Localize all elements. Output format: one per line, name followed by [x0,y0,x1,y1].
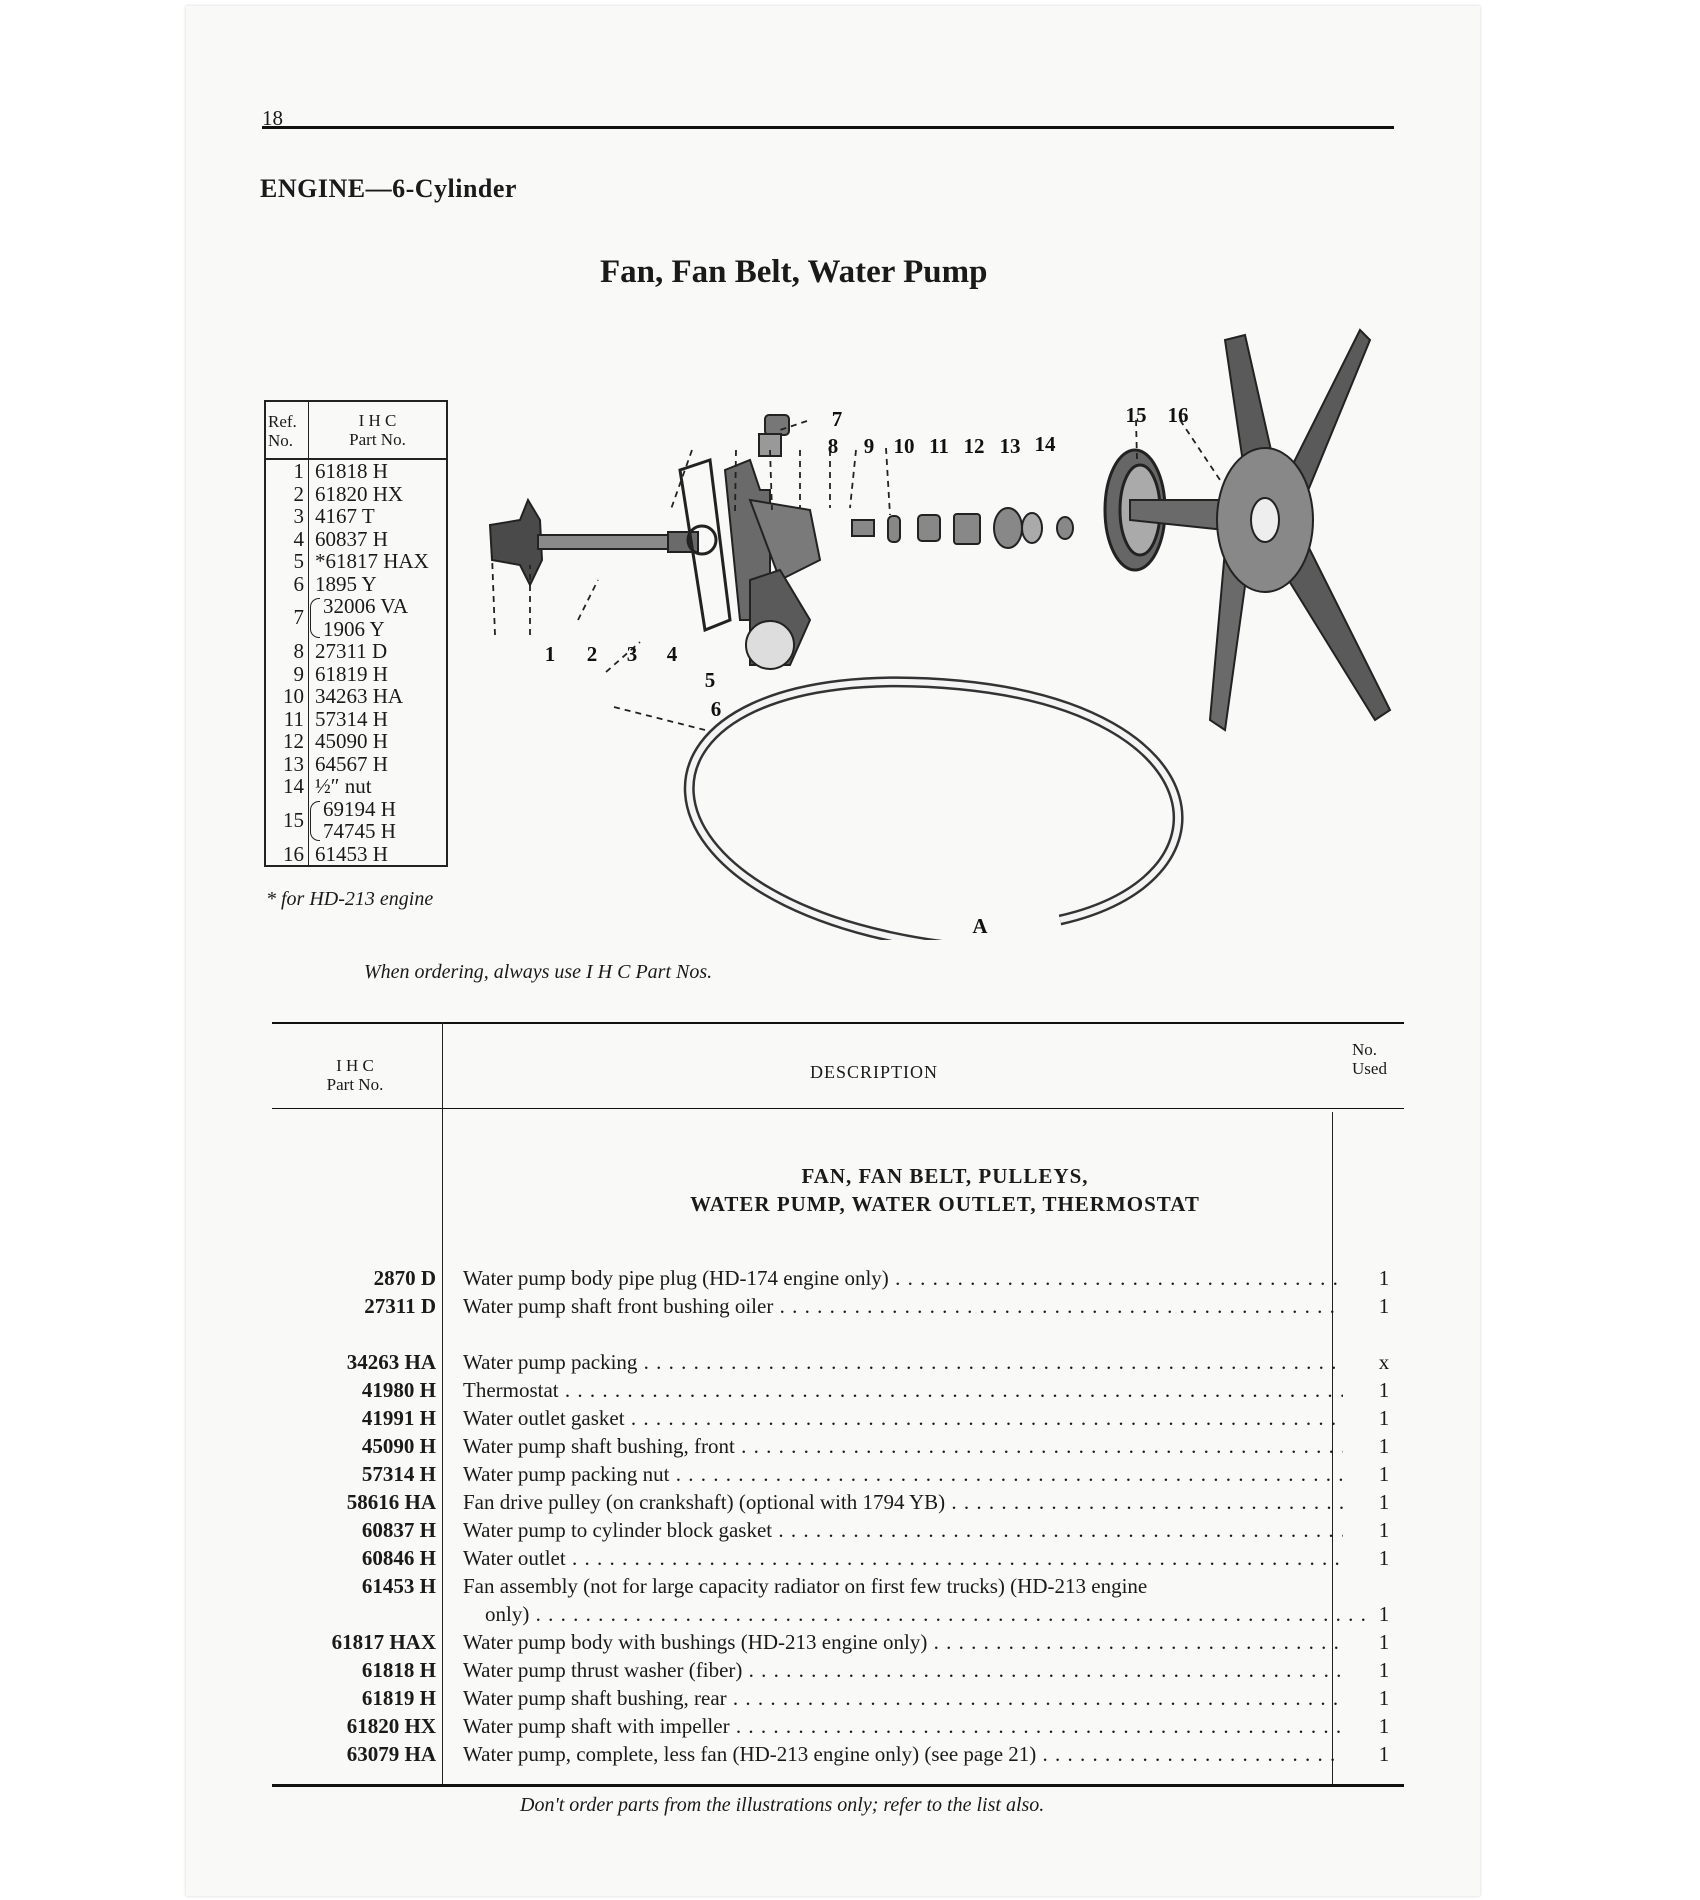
part-row [276,1686,1396,1714]
callout-8: 8 [827,434,839,458]
part-row [276,1434,1396,1462]
top-rule [262,126,1394,129]
reference-number: 1 [266,460,309,483]
part-description: Water pump shaft bushing, front . . . [463,1434,1343,1459]
bottom-note: Don't order parts from the illustrations only; refer to the list also. [520,1794,1045,1816]
part-number: 60837 H [361,1518,436,1542]
reference-table [264,400,448,867]
reference-part-number [309,460,446,483]
brace-mark [310,598,320,638]
ref-no-header [266,402,309,458]
part-description: Water pump packing nut . . . [463,1462,1343,1487]
reference-number: 6 [266,573,309,596]
part-row [276,1462,1396,1490]
reference-number: 9 [266,663,309,686]
reference-part-value: 34263 HA [315,684,404,708]
fan-belt-drawing [689,682,1178,940]
reference-part-number [309,550,446,573]
illustration-title: Fan, Fan Belt, Water Pump [600,254,988,290]
part-number: 2870 D [373,1266,436,1290]
quantity-used: 1 [1378,1378,1390,1402]
reference-number: 14 [266,775,309,798]
reference-part-value: 74745 H [323,819,396,843]
quantity-used: 1 [1378,1742,1390,1766]
reference-row [266,663,446,686]
used-col-line1: No. [1352,1040,1378,1059]
part-description: Water pump to cylinder block gasket . . . [463,1518,1343,1543]
reference-part-value: 57314 H [315,706,388,731]
subheading-line2: WATER PUMP, WATER OUTLET, THERMOSTAT [690,1192,1200,1216]
reference-part-number [309,798,446,843]
part-no-header [309,402,446,458]
reference-part-number [309,775,446,798]
part-row [276,1714,1396,1742]
callout-2: 2 [586,642,598,666]
reference-row [266,730,446,753]
quantity-used: 1 [1378,1546,1390,1570]
quantity-used: 1 [1378,1658,1390,1682]
callout-7: 7 [831,407,843,431]
ordering-note: When ordering, always use I H C Part Nos. [364,961,713,983]
part-description: Water pump shaft with impeller . . . [463,1714,1343,1739]
reference-part-number [309,753,446,776]
part-number: 41980 H [361,1378,436,1402]
oiler-drawing [759,415,789,456]
no-used-column-header [1352,1040,1387,1078]
callout-10: 10 [893,434,915,458]
reference-part-value: 1906 Y [323,616,385,641]
reference-number: 3 [266,505,309,528]
quantity-used: 1 [1378,1406,1390,1430]
gasket-drawing [680,460,730,630]
reference-part-number [309,595,446,640]
part-number: 45090 H [361,1434,436,1458]
reference-part-number [309,708,446,731]
part-description: Water pump thrust washer (fiber) . . . [463,1658,1343,1683]
quantity-used: x [1378,1350,1390,1374]
part-number: 60846 H [361,1546,436,1570]
reference-row [266,550,446,573]
callout-a: A [972,914,988,938]
part-row [276,1294,1396,1322]
part-number: 57314 H [361,1462,436,1486]
part-description: Fan assembly (not for large capacity radiator on first few trucks) (HD-213 engine [463,1574,1148,1598]
reference-row [266,798,446,843]
part-row [276,1742,1396,1770]
part-description-continued: only) . . . [463,1602,1365,1627]
reference-row [266,483,446,506]
ref-header-line2: No. [268,431,294,450]
reference-row [266,708,446,731]
part-number: 41991 H [361,1406,436,1430]
part-description: Thermostat . . . [463,1378,1343,1403]
page-number: 18 [262,106,283,130]
reference-part-number [309,685,446,708]
small-parts-drawing [852,508,1073,548]
part-row [276,1350,1396,1378]
reference-part-value: 64567 H [315,751,388,776]
reference-number: 15 [266,798,309,843]
part-row [276,1630,1396,1658]
part-col-line2: Part No. [326,1075,384,1094]
part-row [276,1518,1396,1546]
reference-part-value: 61820 HX [315,481,404,506]
callout-1: 1 [544,642,556,666]
reference-part-value: *61817 HAX [315,549,429,573]
reference-part-number [309,640,446,663]
exploded-parts-diagram [480,320,1410,940]
quantity-used: 1 [1378,1686,1390,1710]
reference-row [266,595,446,640]
part-row [276,1378,1396,1406]
reference-part-number [309,663,446,686]
part-number: 34263 HA [346,1350,436,1374]
reference-table-body [266,460,446,865]
part-row [276,1266,1396,1294]
pump-body-drawing [725,460,820,669]
callout-5: 5 [704,668,716,692]
part-number: 61453 H [361,1574,436,1598]
description-column-header: DESCRIPTION [810,1062,939,1082]
reference-part-value: 1895 Y [315,571,377,596]
used-col-line2: Used [1352,1059,1387,1078]
reference-row [266,640,446,663]
reference-part-number [309,528,446,551]
part-row-continuation [276,1602,1396,1630]
reference-part-value: 4167 T [315,504,375,528]
reference-part-value: 61818 H [315,459,388,483]
reference-number: 11 [266,708,309,731]
part-header-line1: I H C [358,411,397,430]
subheading-line1: FAN, FAN BELT, PULLEYS, [801,1164,1089,1188]
part-description: Water pump shaft front bushing oiler . . . [463,1294,1343,1319]
quantity-used: 1 [1378,1434,1390,1458]
reference-number: 5 [266,550,309,573]
brace-mark [310,801,320,841]
part-number: 61818 H [361,1658,436,1682]
callout-14: 14 [1034,432,1056,456]
fan-assembly-drawing [1130,330,1390,730]
reference-row [266,505,446,528]
reference-number: 10 [266,685,309,708]
part-description: Water outlet . . . [463,1546,1343,1571]
callout-16: 16 [1167,403,1189,427]
reference-row [266,775,446,798]
reference-part-number [309,573,446,596]
quantity-used: 1 [1378,1630,1390,1654]
callout-6: 6 [710,697,722,721]
part-row [276,1658,1396,1686]
impeller-shaft-drawing [490,500,698,585]
reference-number: 8 [266,640,309,663]
reference-number: 7 [266,595,309,640]
reference-row [266,753,446,776]
reference-part-value: 27311 D [315,639,388,663]
part-row [276,1406,1396,1434]
part-number: 27311 D [364,1294,436,1318]
section-title: ENGINE—6-Cylinder [260,174,517,203]
ref-header-line1: Ref. [268,412,297,431]
part-row [276,1490,1396,1518]
reference-part-value: 60837 H [315,526,388,551]
reference-number: 4 [266,528,309,551]
reference-part-value: 61819 H [315,661,388,686]
part-description: Water pump body with bushings (HD-213 engine only) . . . [463,1630,1343,1655]
part-description: Water pump body pipe plug (HD-174 engine only) . . . [463,1266,1343,1291]
part-header-line2: Part No. [349,430,406,449]
quantity-used: 1 [1378,1490,1390,1514]
callout-15: 15 [1125,403,1147,427]
reference-part-value: 69194 H [323,796,396,821]
callout-11: 11 [929,434,949,458]
reference-number: 12 [266,730,309,753]
reference-number: 2 [266,483,309,506]
part-description: Water outlet gasket . . . [463,1406,1343,1431]
reference-part-number [309,505,446,528]
footnote: * for HD-213 engine [266,888,434,910]
reference-part-number [309,843,446,866]
part-description: Water pump, complete, less fan (HD-213 engine only) (see page 21) . . . [463,1742,1343,1767]
reference-row [266,685,446,708]
list-bottom-rule [272,1784,1404,1787]
reference-row [266,843,446,866]
reference-table-header [266,402,446,460]
callout-13: 13 [999,434,1021,458]
reference-row [266,528,446,551]
reference-part-value: 61453 H [315,841,388,866]
quantity-used: 1 [1378,1714,1390,1738]
part-col-line1: I H C [336,1056,374,1075]
reference-part-value: ½″ nut [315,774,372,798]
reference-part-value: 45090 H [315,729,388,753]
quantity-used: 1 [1378,1518,1390,1542]
reference-part-value: 32006 VA [323,594,408,618]
part-number: 63079 HA [346,1742,436,1766]
callout-9: 9 [863,434,875,458]
reference-row [266,573,446,596]
part-number: 61819 H [361,1686,436,1710]
part-description: Water pump shaft bushing, rear . . . [463,1686,1343,1711]
reference-row [266,460,446,483]
part-description: Fan drive pulley (on crankshaft) (optional with 1794 YB) . . . [463,1490,1343,1515]
quantity-used: 1 [1378,1294,1390,1318]
callout-12: 12 [963,434,985,458]
reference-number: 13 [266,753,309,776]
part-number: 61820 HX [346,1714,436,1738]
part-row [276,1546,1396,1574]
part-no-column-header [300,1056,410,1094]
quantity-used: 1 [1378,1266,1390,1290]
part-number: 61817 HAX [331,1630,436,1654]
quantity-used: 1 [1378,1602,1390,1626]
part-number: 58616 HA [346,1490,436,1514]
reference-part-number [309,730,446,753]
callout-4: 4 [666,642,678,666]
quantity-used: 1 [1378,1462,1390,1486]
part-row [276,1574,1396,1602]
reference-part-number [309,483,446,506]
callout-3: 3 [626,642,638,666]
reference-number: 16 [266,843,309,866]
part-description: Water pump packing . . . [463,1350,1343,1375]
